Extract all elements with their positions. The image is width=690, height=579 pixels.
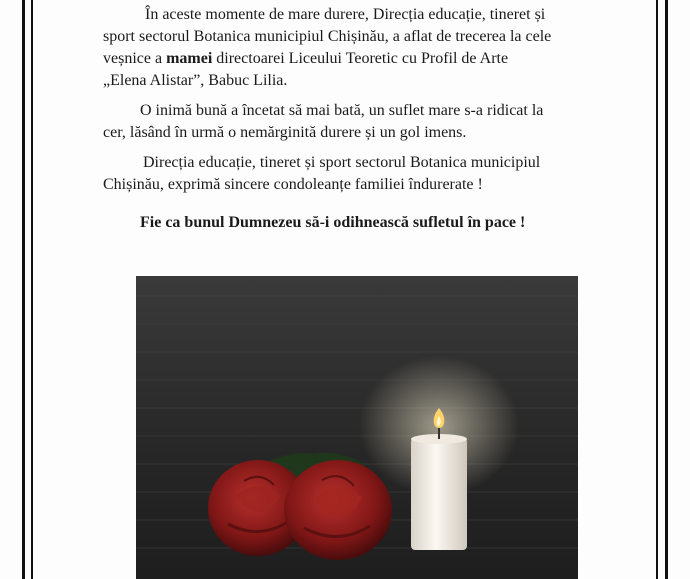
paragraph-1-line-2: sport sectorul Botanica municipiul Chișinău, a aflat de trecerea la cele <box>103 28 552 45</box>
candle-roses-photo <box>136 276 578 579</box>
right-inner-border <box>656 0 658 579</box>
paragraph-1-line-3 <box>103 48 508 70</box>
text-segment: veșnice a <box>103 50 167 67</box>
paragraph-2-line-1: O inimă bună a încetat să mai bată, un suflet mare s-a ridicat la <box>140 102 544 119</box>
paragraph-3-line-1: Direcția educație, tineret și sport sectorul Botanica municipiul <box>143 154 541 171</box>
left-inner-border <box>31 0 33 579</box>
closing-line: Fie ca bunul Dumnezeu să-i odihnească sufletul în pace ! <box>140 214 526 231</box>
bold-word: mamei <box>166 50 213 67</box>
candle-roses-illustration <box>136 276 578 579</box>
text-segment: directoarei Liceului Teoretic cu Profil de Arte <box>212 50 509 67</box>
rose-right-icon <box>284 460 392 560</box>
paragraph-1-line-1: În aceste momente de mare durere, Direcția educație, tineret și <box>145 6 546 23</box>
paragraph-1-line-4: „Elena Alistar”, Babuc Lilia. <box>103 72 288 89</box>
paragraph-3-line-2: Chișinău, exprimă sincere condoleanțe familiei îndurerate ! <box>103 176 483 193</box>
right-outer-border <box>665 0 668 579</box>
left-outer-border <box>22 0 25 579</box>
paragraph-2-line-2: cer, lăsând în urmă o nemărginită durere și un gol imens. <box>103 124 467 141</box>
